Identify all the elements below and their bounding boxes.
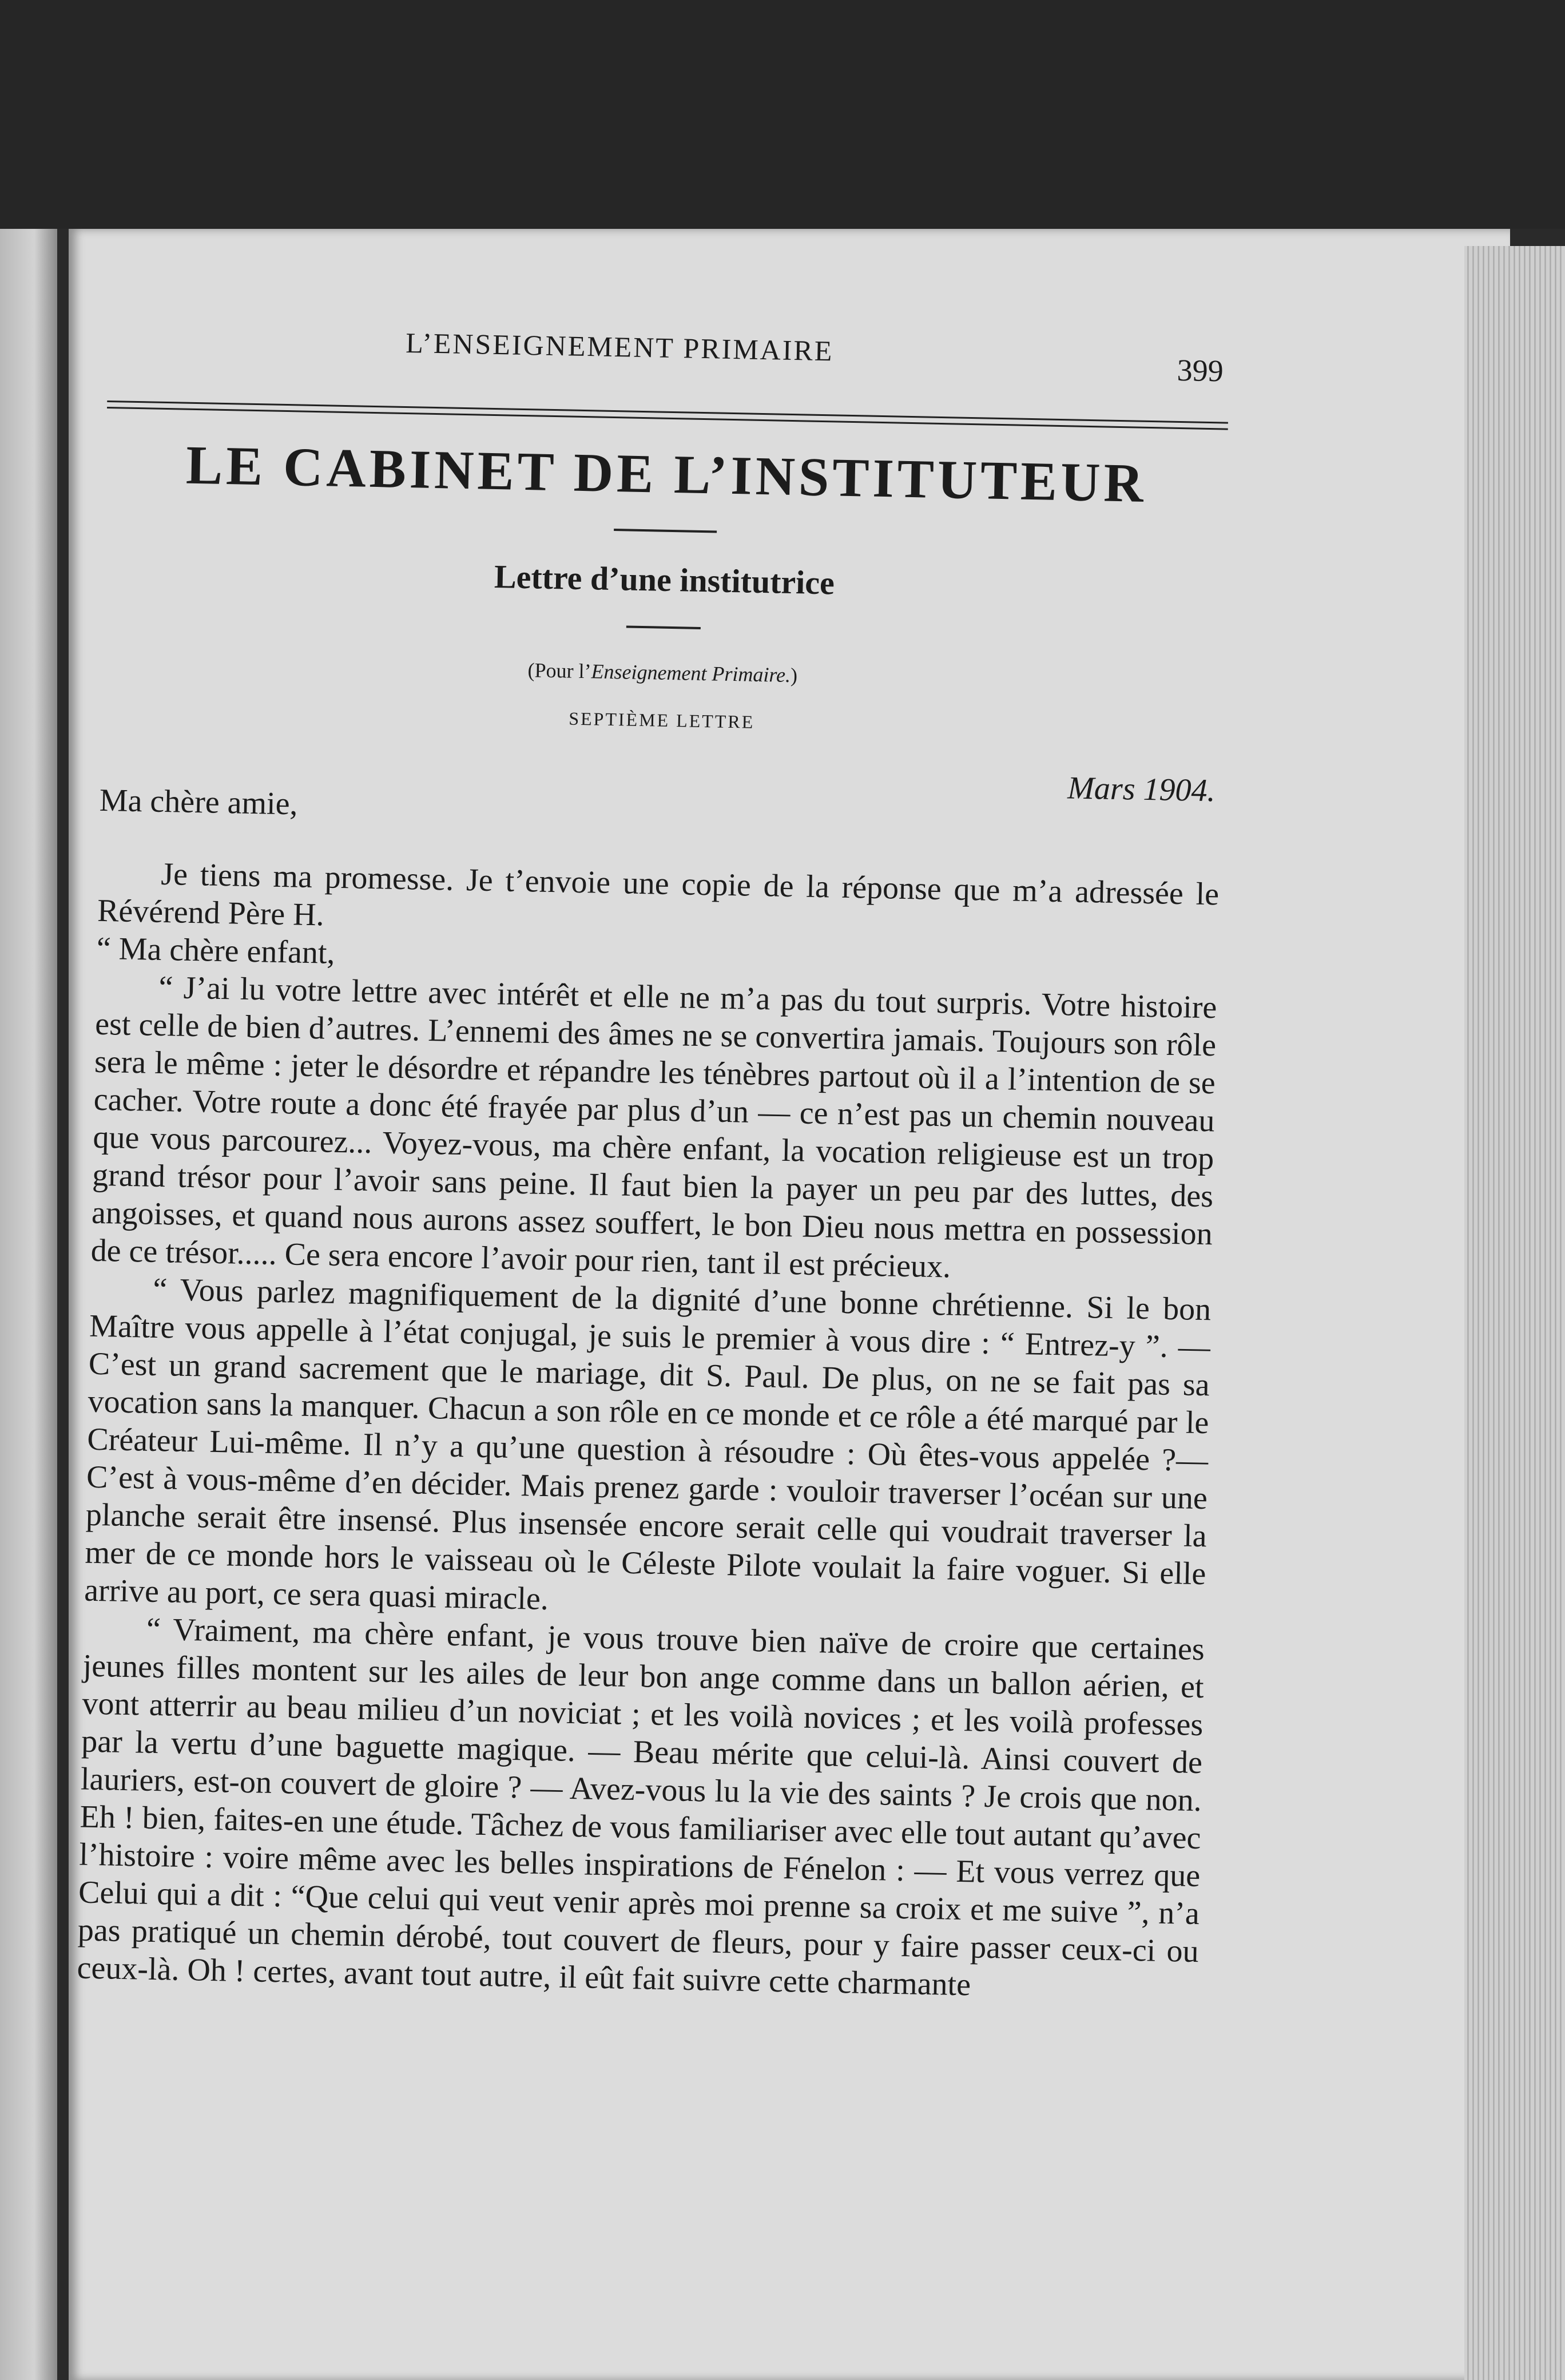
series-label: SEPTIÈME LETTRE [568,708,755,732]
source-suffix: ) [790,664,798,687]
scan-background [0,0,1565,229]
title-divider [614,529,717,533]
source-prefix: (Pour l’ [527,659,591,683]
article-divider [626,625,701,629]
article-title: Lettre d’une institutrice [494,558,835,602]
paragraph: “ Vous parlez magnifiquement de la dignité d’une bonne chrétienne. Si le bon Maître vous appelle à l’état conjugal, je suis le premier à vous dire : “ Entrez-y ”. — C’est un grand sacrement que le mariage, dit S. Paul. De plus, on ne se fait pas sa vocation sans la manquer. Chacun a son rôle en ce monde et ce rôle a été marqué par le Créateur Lui-même. Il n’y a qu’une question à résoudre : Où êtes-vous appelée ?— C’est à vous-même d’en décider. Mais prenez garde : vouloir traverser l’océan sur une planche serait être insensé. Plus insensée encore serait celle qui voudrait traverser la mer de ce monde hors le vaisseau où le Céleste Pilote voulait la faire voguer. Si elle arrive au port, ce sera quasi miracle. [84,1271,1212,1617]
paragraph: “ J’ai lu votre lettre avec intérêt et elle ne m’a pas du tout surpris. Votre histoire est celle de bien d’autres. L’ennemi des âmes ne se convertira jamais. Toujours son rôle sera le même : jeter le désordre et répandre les ténèbres partout où il a l’intention de se cacher. Votre route a donc été frayée par plus d’un — ce n’est pas un chemin nouveau que vous parcourez... Voyez-vous, ma chère enfant, la vocation religieuse est un trop grand trésor pour l’avoir sans peine. Il faut bien la payer un peu par des luttes, des angoisses, et quand nous aurons assez souffert, le bon Dieu nous mettra en possession de ce trésor..... Ce sera encore l’avoir pour rien, tant il est précieux. [90,969,1217,1285]
dateline: Mars 1904. [1067,770,1216,809]
paragraph: “ Vraiment, ma chère enfant, je vous trouve bien naïve de croire que certaines jeunes filles montent sur les ailes de leur bon ange comme dans un ballon aérien, et vont atterrir au beau milieu d’un noviciat ; et les voilà novices ; et les voilà professes par la vertu d’une baguette magique. — Beau mérite que celui-là. Ainsi couvert de lauriers, est-on couvert de gloire ? — Avez-vous lu la vie des saints ? Je crois que non. Eh ! bien, faites-en une étude. Tâchez de vous familiariser avec elle tout autant qu’avec l’histoire : voire même avec les belles inspirations de Fénelon : — Et vous verrez que Celui qui a dit : “Que celui qui veut venir après moi prenne sa croix et me suive ”, n’a pas pratiqué un chemin dérobé, tout couvert de fleurs, pour y faire passer ceux-ci ou ceux-là. Oh ! certes, avant tout autre, il eût fait suivre cette charmante [77,1611,1205,2003]
source-publication: Enseignement Primaire. [591,660,791,687]
salutation: Ma chère amie, [99,782,299,822]
letter-body [77,854,1220,2008]
page-edges [1464,246,1565,2380]
paragraph: Je tiens ma promesse. Je t’envoie une copie de la réponse que m’a adressée le Révérend Père H. [97,856,1220,933]
page-number: 399 [1177,352,1224,388]
section-title: LE CABINET DE L’INSTITUTEUR [185,434,1147,514]
paragraph: “ Ma chère enfant, [96,930,336,971]
running-title: L’ENSEIGNEMENT PRIMAIRE [405,326,834,367]
page-content [77,320,1230,2008]
source-note [102,650,1223,696]
left-page-edge [0,229,57,2380]
